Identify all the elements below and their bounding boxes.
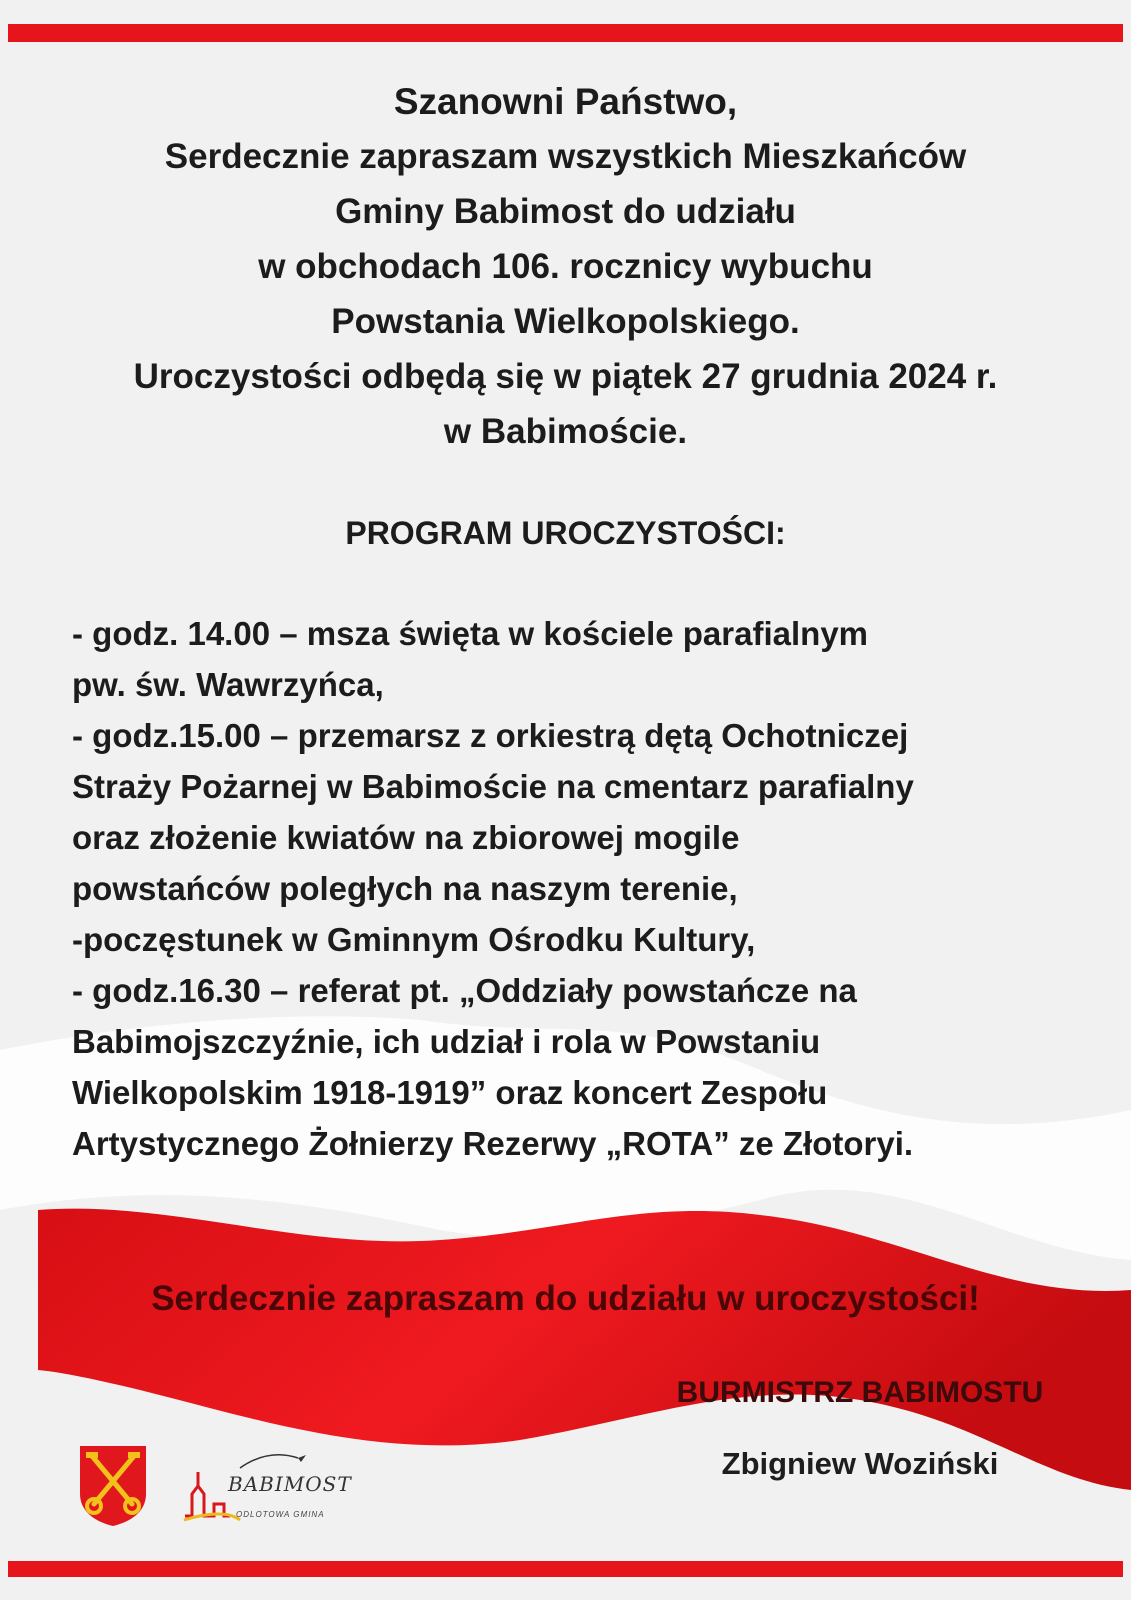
signer-name: Zbigniew Woziński: [721, 1446, 999, 1481]
program-line: Wielkopolskim 1918-1919” oraz koncert Zespołu: [72, 1074, 828, 1111]
program-line: powstańców poległych na naszym terenie,: [72, 870, 738, 907]
program-line: - godz. 14.00 – msza święta w kościele parafialnym: [72, 615, 869, 652]
intro-line: Serdecznie zapraszam wszystkich Mieszkańców: [164, 137, 967, 176]
greeting-line: Szanowni Państwo,: [393, 81, 738, 122]
program-line: -poczęstunek w Gminnym Ośrodku Kultury,: [72, 921, 756, 958]
bottom-red-bar: [8, 1561, 1123, 1577]
intro-line: Gminy Babimost do udziału: [335, 192, 796, 231]
brand-logo-tagline: ODLOTOWA GMINA: [236, 1510, 325, 1519]
brand-logo-text: BABIMOST: [228, 1472, 352, 1496]
intro-block: [0, 74, 1131, 459]
signer-title: BURMISTRZ BABIMOSTU: [676, 1376, 1044, 1409]
program-line: Artystycznego Żołnierzy Rezerwy „ROTA” ze Złotoryi.: [72, 1125, 914, 1162]
program-line: pw. św. Wawrzyńca,: [72, 666, 384, 703]
program-line: - godz.15.00 – przemarsz z orkiestrą dętą Ochotniczej: [72, 717, 909, 754]
program-list: [72, 608, 1112, 1169]
coat-of-arms-crossed-keys-icon: [78, 1444, 148, 1528]
intro-line: Uroczystości odbędą się w piątek 27 grudnia 2024 r.: [133, 357, 998, 396]
program-line: Babimojszczyźnie, ich udział i rola w Powstaniu: [72, 1023, 821, 1060]
program-line: - godz.16.30 – referat pt. „Oddziały powstańcze na: [72, 972, 857, 1009]
intro-line: Powstania Wielkopolskiego.: [331, 302, 800, 341]
program-line: Straży Pożarnej w Babimoście na cmentarz parafialny: [72, 768, 914, 805]
program-line: oraz złożenie kwiatów na zbiorowej mogile: [72, 819, 740, 856]
program-title: PROGRAM UROCZYSTOŚCI:: [345, 515, 786, 551]
intro-line: w obchodach 106. rocznicy wybuchu: [258, 247, 873, 286]
closing-invitation: Serdecznie zapraszam do udziału w uroczystości!: [151, 1279, 980, 1318]
intro-line: w Babimoście.: [443, 412, 688, 451]
